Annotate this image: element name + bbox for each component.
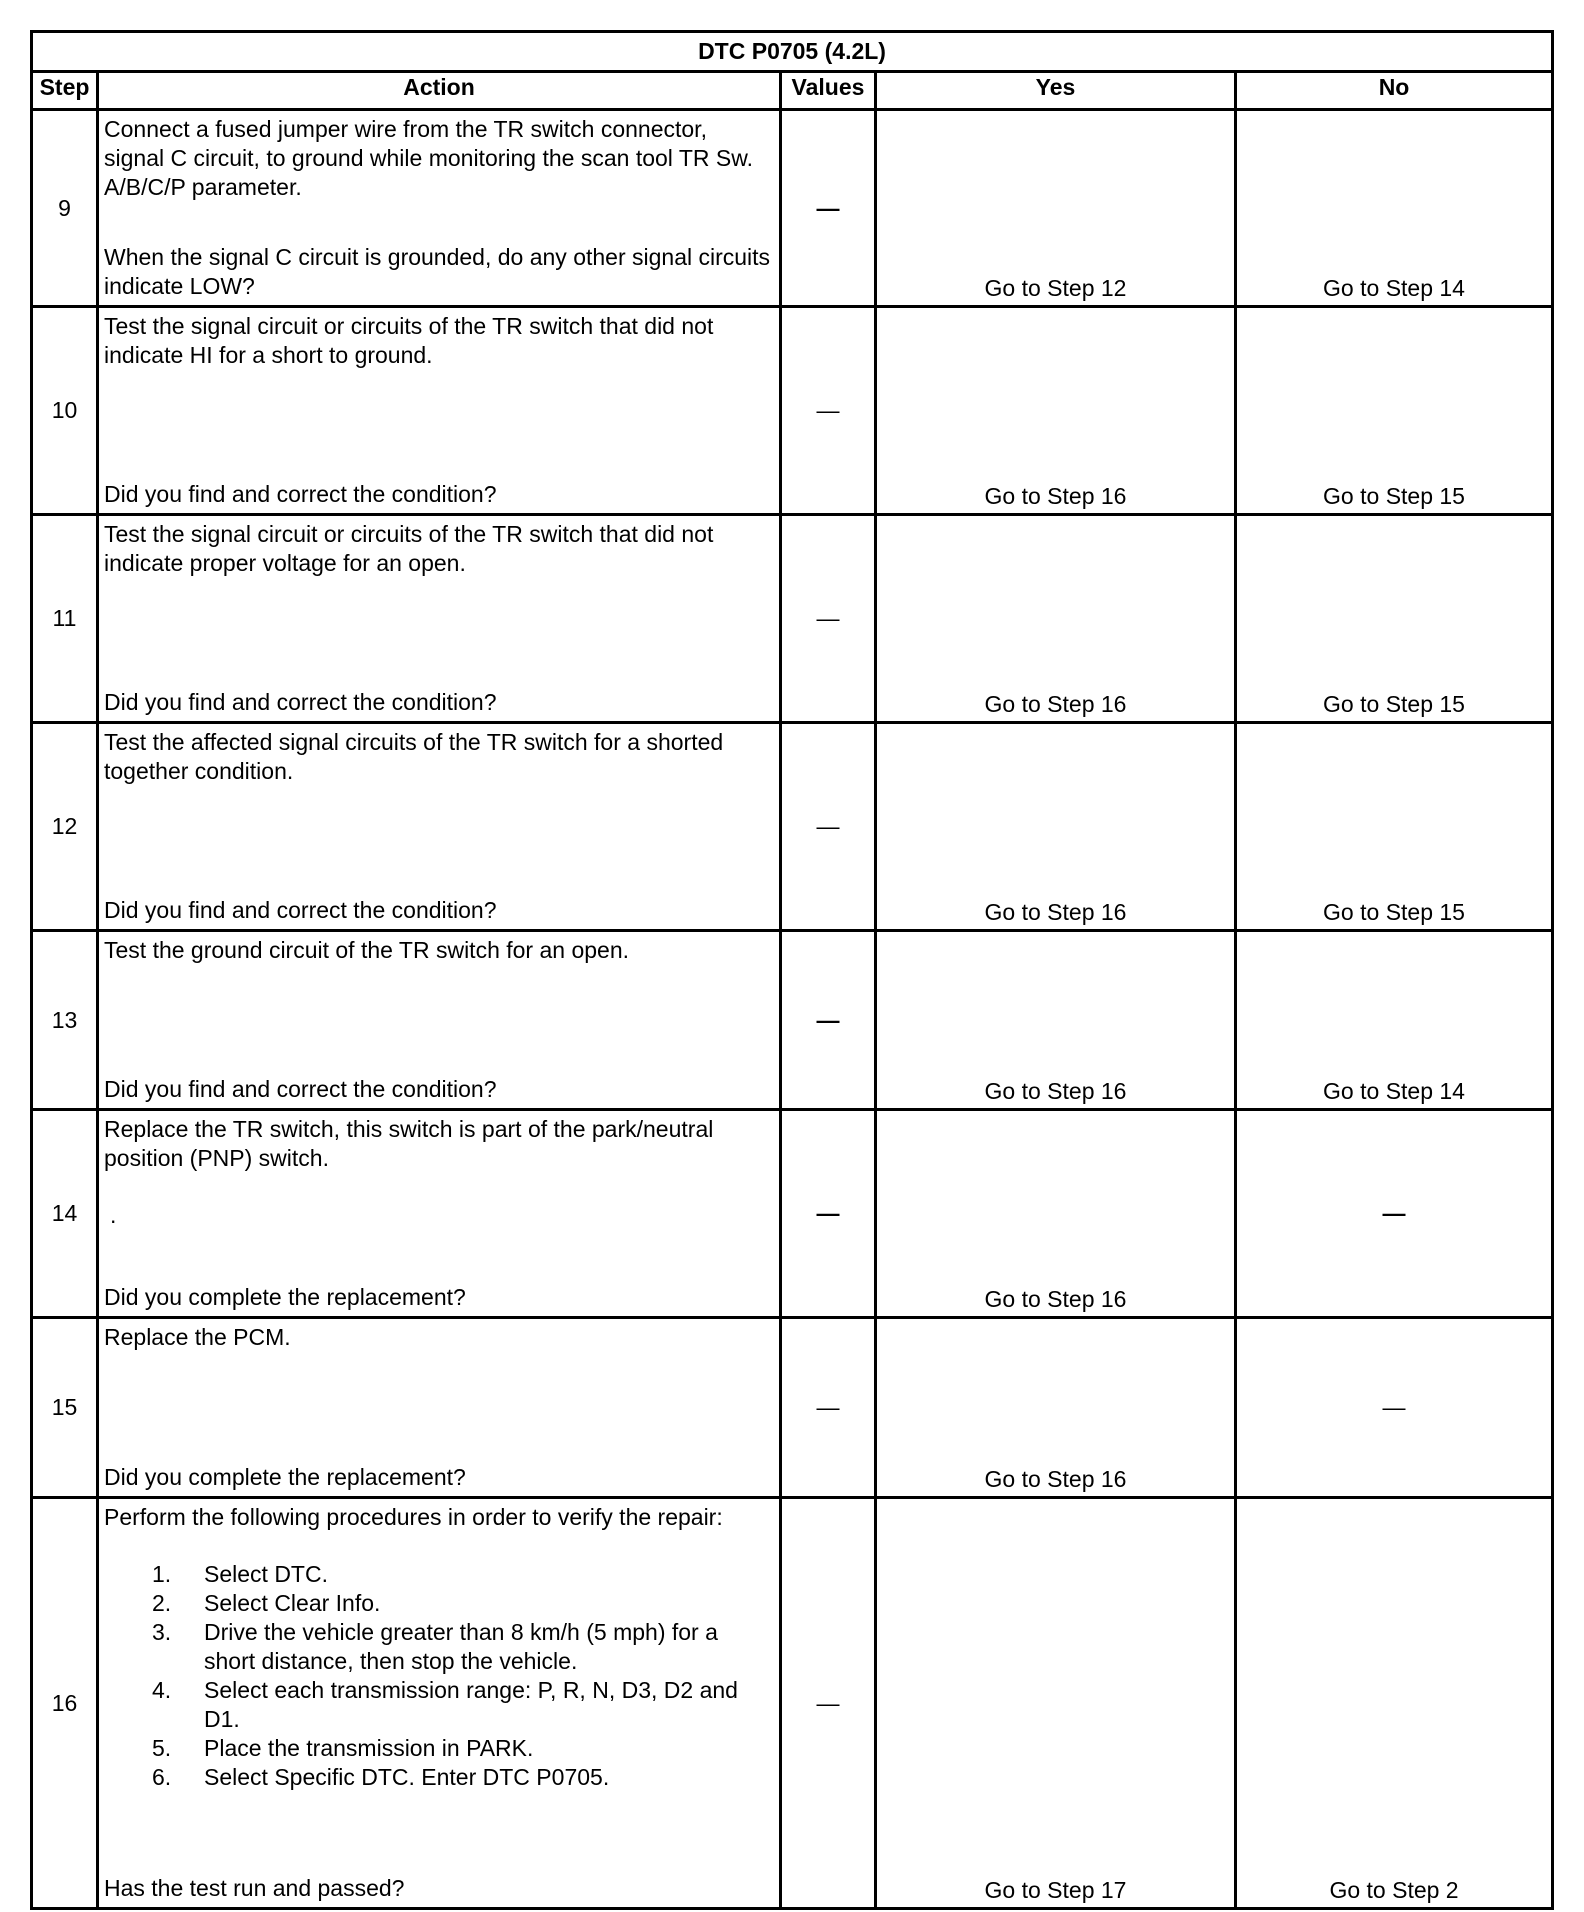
action-question: Has the test run and passed? [104,1875,405,1901]
header-no: No [1236,72,1553,110]
values-dash: — [816,605,840,631]
yes-cell [876,931,1236,1110]
list-item: 5. Place the transmission in PARK. [152,1735,534,1761]
action-cell [98,515,781,723]
yes-link[interactable]: Go to Step 16 [984,899,1127,925]
values-dash: — [816,1200,840,1226]
header-step: Step [32,72,98,110]
no-cell [1236,1110,1553,1318]
no-cell [1236,515,1553,723]
step-number: 13 [32,931,98,1110]
values-cell [781,931,876,1110]
step-number: 10 [32,307,98,515]
action-text: Replace the PCM. [104,1324,291,1350]
no-cell [1236,110,1553,307]
values-dash: — [816,1689,840,1716]
action-text: Test the signal circuit or circuits of the TR switch that did not indicate HI for a short to ground. [104,313,714,368]
action-question: Did you find and correct the condition? [104,1076,497,1102]
step-number: 16 [32,1498,98,1909]
action-text: Test the signal circuit or circuits of the TR switch that did not indicate proper voltage for an open. [104,521,714,576]
action-question: Did you complete the replacement? [104,1464,466,1490]
list-item: 6. Select Specific DTC. Enter DTC P0705. [152,1764,610,1790]
action-cell [98,1110,781,1318]
yes-cell [876,1498,1236,1909]
table-row [32,1318,1553,1498]
action-cell [98,723,781,931]
yes-link[interactable]: Go to Step 12 [984,275,1127,301]
action-cell [98,1498,781,1909]
dtc-table [30,30,1554,1910]
list-item: 1. Select DTC. [152,1561,328,1587]
step-number: 14 [32,1110,98,1318]
list-item: 4. Select each transmission range: P, R, N, D3, D2 and D1. [152,1677,738,1732]
no-dash: — [1382,1200,1406,1226]
values-cell [781,723,876,931]
values-cell [781,1110,876,1318]
list-item: 2. Select Clear Info. [152,1590,381,1616]
values-dash: — [816,194,840,221]
values-dash: — [816,397,840,423]
yes-link[interactable]: Go to Step 16 [984,483,1127,509]
yes-link[interactable]: Go to Step 16 [984,691,1127,717]
no-dash: — [1382,1394,1406,1420]
action-question: Did you find and correct the condition? [104,481,497,507]
action-question: Did you find and correct the condition? [104,897,497,923]
values-cell [781,307,876,515]
no-cell [1236,723,1553,931]
yes-link[interactable]: Go to Step 16 [984,1078,1127,1104]
values-cell [781,110,876,307]
table-row [32,1498,1553,1909]
values-dash: — [816,813,840,839]
action-cell [98,110,781,307]
header-yes: Yes [876,72,1236,110]
no-link[interactable]: Go to Step 15 [1323,691,1465,717]
yes-cell [876,110,1236,307]
yes-link[interactable]: Go to Step 16 [984,1286,1127,1312]
yes-cell [876,307,1236,515]
yes-link[interactable]: Go to Step 17 [984,1877,1127,1903]
table-row [32,307,1553,515]
header-action: Action [98,72,781,110]
yes-cell [876,1318,1236,1498]
action-text: Test the affected signal circuits of the TR switch for a shorted together condition. [104,729,724,784]
values-dash: — [816,1394,840,1420]
procedure-list [104,1560,773,1792]
action-question: Did you complete the replacement? [104,1284,466,1310]
table-title: DTC P0705 (4.2L) [32,32,1553,72]
yes-cell [876,515,1236,723]
no-cell [1236,931,1553,1110]
action-extra: . [110,1202,117,1228]
action-question: Did you find and correct the condition? [104,689,497,715]
no-link[interactable]: Go to Step 14 [1323,1078,1465,1104]
no-link[interactable]: Go to Step 14 [1323,275,1465,301]
action-cell [98,307,781,515]
no-cell [1236,1318,1553,1498]
no-cell [1236,1498,1553,1909]
action-text: Test the ground circuit of the TR switch for an open. [104,937,630,963]
action-text: Replace the TR switch, this switch is part of the park/neutral position (PNP) switch. [104,1116,714,1171]
action-question: When the signal C circuit is grounded, do any other signal circuits indicate LOW? [104,244,771,299]
header-values: Values [781,72,876,110]
yes-cell [876,723,1236,931]
header-row [32,72,1553,110]
table-row [32,931,1553,1110]
action-cell [98,931,781,1110]
step-number: 12 [32,723,98,931]
table-row [32,1110,1553,1318]
step-number: 15 [32,1318,98,1498]
action-text: Perform the following procedures in order to verify the repair: [104,1504,723,1530]
no-link[interactable]: Go to Step 15 [1323,899,1465,925]
table-row [32,723,1553,931]
values-cell [781,1498,876,1909]
no-link[interactable]: Go to Step 15 [1323,483,1465,509]
values-cell [781,515,876,723]
table-row [32,515,1553,723]
action-cell [98,1318,781,1498]
yes-link[interactable]: Go to Step 16 [984,1466,1127,1492]
yes-cell [876,1110,1236,1318]
step-number: 11 [32,515,98,723]
step-number: 9 [32,110,98,307]
action-text: Connect a fused jumper wire from the TR switch connector, signal C circuit, to ground while monitoring the scan tool TR Sw. A/B/C/P parameter. [104,116,753,200]
no-link[interactable]: Go to Step 2 [1329,1877,1459,1903]
values-dash: — [816,1006,840,1033]
values-cell [781,1318,876,1498]
table-row [32,110,1553,307]
no-cell [1236,307,1553,515]
list-item: 3. Drive the vehicle greater than 8 km/h (5 mph) for a short distance, then stop the vehicle. [152,1619,718,1674]
